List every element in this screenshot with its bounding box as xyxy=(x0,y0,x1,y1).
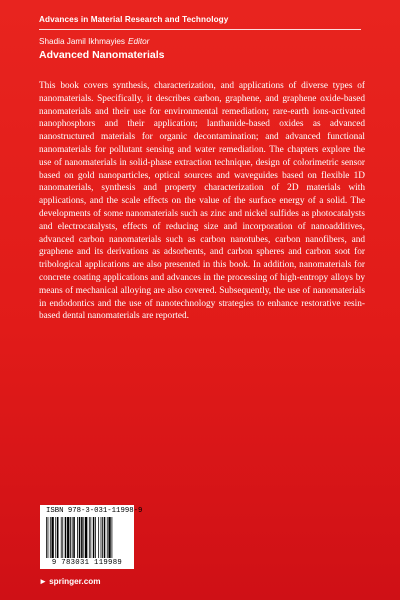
barcode-bar xyxy=(95,517,96,558)
barcode-digits: 9 783031 119989 xyxy=(51,559,123,567)
barcode-bar xyxy=(77,517,78,558)
barcode-bar xyxy=(61,517,62,558)
series-title: Advances in Material Research and Technology xyxy=(39,15,229,24)
header-rule xyxy=(39,29,361,30)
barcode-bar xyxy=(79,517,81,558)
barcode-bar xyxy=(107,517,108,558)
barcode-bar xyxy=(50,517,51,558)
website-url[interactable]: springer.com xyxy=(49,577,101,586)
barcode-bar xyxy=(108,517,110,558)
barcode-bar xyxy=(72,517,73,558)
book-title: Advanced Nanomaterials xyxy=(39,49,165,61)
book-description: This book covers synthesis, characterization, and applications of diverse types of nanomaterials. Specifically, it describes carbon, graphene, and graphene oxide-based nanomaterials and their use for environmental remediation; rare-earth ions-activated nanophosphors and their application; lanthanide-based oxides as advanced nanostructured materials for organic decontamination; and advanced functional nanomaterials for pollutant sensing and water remediation. The chapters explore the use of nanomaterials in solid-phase extraction technique, design of colorimetric sensor based on gold nanoparticles, optical sources and waveguides based on flexible 1D nanomaterials, synthesis and property characterization of 2D materials with applications, and the scale effects on the value of the surface energy of a solid. The developments of some nanomaterials such as zinc and nickel sulfides as photocatalysts and electrocatalysts, effects of reducing size and incorporation of nanoadditives, advanced carbon nanomaterials such as carbon nanotubes, carbon nanofibers, and graphene and its derivations as adsorbents, and carbon spheres and carbon soot for tribological applications are also presented in this book. In addition, nanomaterials for concrete coating applications and advances in the processing of high-entropy alloys by means of mechanical alloying are also covered. Subsequently, the use of nanomaterials in endodontics and the use of nanotechnology strategies to enhance restorative resin-based dental nanomaterials are reported. xyxy=(39,81,365,322)
editor-name: Shadia Jamil Ikhmayies xyxy=(39,37,126,46)
barcode-bar xyxy=(62,517,63,558)
barcode-bar xyxy=(70,517,71,558)
barcode-block xyxy=(40,505,143,569)
barcode-bar xyxy=(93,517,95,558)
isbn-label: ISBN 978-3-031-11998-9 xyxy=(46,507,143,515)
barcode-bar xyxy=(89,517,90,558)
barcode-bar xyxy=(101,517,102,558)
arrow-icon: ► xyxy=(39,577,48,586)
barcode-bar xyxy=(51,517,53,558)
editor-role: Editor xyxy=(128,37,150,46)
barcode-bar xyxy=(85,517,87,558)
barcode-bar xyxy=(90,517,91,558)
barcode-bar xyxy=(48,517,49,558)
barcode-bar xyxy=(98,517,99,558)
barcode-bar xyxy=(57,517,59,558)
barcode-bar xyxy=(83,517,84,558)
editor-line xyxy=(39,37,149,46)
barcode-bars xyxy=(46,517,128,558)
barcode-bar xyxy=(46,517,47,558)
barcode-bar xyxy=(73,517,75,558)
barcode-bar xyxy=(104,517,106,558)
publisher-website[interactable] xyxy=(39,577,101,586)
barcode-bar xyxy=(67,517,69,558)
barcode-bar xyxy=(65,517,67,558)
barcode-bar xyxy=(112,517,113,558)
barcode-bar xyxy=(102,517,103,558)
barcode-bar xyxy=(81,517,83,558)
barcode-bar xyxy=(55,517,56,558)
